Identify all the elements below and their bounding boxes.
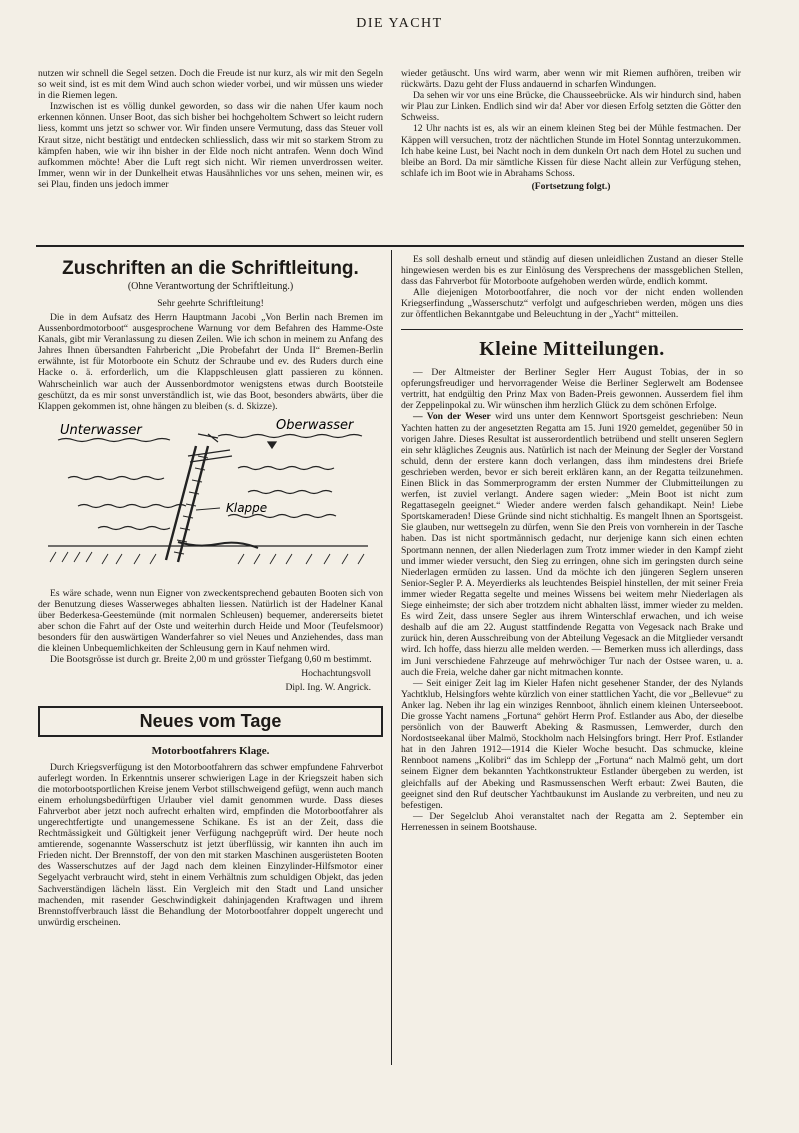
sketch-label-klappe: Klappe: [226, 500, 268, 515]
section-title-kleine: Kleine Mitteilungen.: [479, 338, 665, 361]
sketch-label-oberwasser: Oberwasser: [276, 417, 354, 433]
letter-closing: Hochachtungsvoll: [301, 667, 371, 679]
letter-paragraph: Es wäre schade, wenn nun Eigner von zweckentsprechend gebauten Booten sich von der Benutzung dieses Wasserweges abhalten liessen. Natürlich ist der Hadelner Kanal über Bederkesa-Geestemünde (mit normalen Schleusen) bequemer, andererseits bietet aber schon die Fahrt auf der Oste und weiterhin durch Heide und Moor (Teufelsmoor) besonders für den auswärtigen Wanderfahrer so viel Neues und Anziehendes, dass man die kleinen Unbequemlichkeiten der Schleusung gern in Kauf nehmen wird.: [38, 587, 383, 655]
body-paragraph: wieder getäuscht. Uns wird warm, aber wenn wir mit Riemen aufhören, treiben wir rückwärts. Dazu geht der Fluss andauernd in scharfen Windungen.: [401, 68, 741, 91]
column-divider: [391, 250, 392, 1065]
section-divider: [36, 245, 744, 247]
top-left-column: [38, 68, 383, 240]
notice-lead: — Von der Weser: [413, 411, 491, 423]
running-title: DIE YACHT: [356, 16, 443, 31]
body-paragraph: Da sehen wir vor uns eine Brücke, die Chausseebrücke. Als wir hindurch sind, haben wir Plau zur Linken. Endlich sind wir da! Aber vor diesen Erfolg setzten die Götter den Schweiss.: [401, 90, 741, 124]
section-title-zuschriften: Zuschriften an die Schriftleitung.: [62, 258, 359, 279]
body-paragraph: 12 Uhr nachts ist es, als wir an einem kleinen Steg bei der Mühle festmachen. Der Käppen will versuchen, trotz der nächtlichen Stunde im Hotel Sonntag unterzukommen. Ich habe keine Lust, bei Nacht noch in dem dunkeln Ort nach dem Hotel zu suchen und bleibe an Bord. Da mir sämtliche Kissen für diese Nacht allein zur Verfügung stehen, schlafe ich im Boot wie in Abrahams Schoss.: [401, 123, 741, 179]
letter-signature: Dipl. Ing. W. Angrick.: [285, 681, 371, 693]
continued-paragraph: Es soll deshalb erneut und ständig auf diesen unleidlichen Zustand an dieser Stelle hingewiesen werden bis es zur Einlösung des Versprechens der massgeblichen Stellen, dass das Fahrverbot für Motorboote aufgehoben werden würde, endlich kommt.: [401, 254, 743, 288]
letter-paragraph: Die Bootsgrösse ist durch gr. Breite 2,00 m und grösster Tiefgang 0,60 m bestimmt.: [50, 654, 372, 666]
notice-paragraph: [401, 411, 743, 677]
top-right-column: [401, 68, 741, 240]
notice-text: wird uns unter dem Kennwort Sportsgeist geschrieben: Neun Yachten hatten zu der angesetzten Regatta am 15. Juni 1920 gemeldet, gegenüber 50 in vorigen Jahre. Dieses Resultat ist ausserordentlich betrübend und stellt unseren Seglern ein sehr klägliches Zeugnis aus. Natürlich ist nach der Meinung der Segler der Vorstand schuld, denn der erstere kann doch verlangen, dass ihm mindestens drei Briefe geschrieben werden, bevor er sich bereit erklären kann, an der Regatta teilzunehmen. Einen Blick in das Sommerprogramm der ersten Nummer der Clubmitteilungen zu werfen, ist zuviel verlangt. Andere sagen wieder: „Mein Boot ist nicht zum Regattasegeln geeignet.“ Wieder andere werden falsch gehandikapt. Nein! Liebe Sportskameraden! Diese Gründe sind nicht stichhaltig. Es mangelt Ihnen an Sportsgeist. Sie glauben, nur wettsegeln zu dürfen, wenn Sie den Preis von vornherein in der Tasche haben. Das ist nicht sportmännisch gedacht, nur derjenige kann sich einen echten Sportmann nennen, der allen Niederlagen zum Trotz immer wieder in den Kampf zieht und immer wieder versucht, den Sieg zu erringen, ohne sich im geringsten durch seine Niederlagen ermüden zu lassen. Und da möchte ich den jüngeren Seglern unseren Senior-Segler P. A. Meyerdierks als leuchtendes Beispiel hinstellen, der mit seiner Freia immer wieder Regatta segelte und meines Wissens bei weitem mehr Niederlagen als Siege einheimste; der sich aber trotzdem nicht abhalten lässt, immer wieder zu melden. Es wird Zeit, dass unsere Segler aus ihrem Winterschlaf erwachen, und ich weise deshalb auf die am 22. August stattfindende Regatta von Vegesack nach Brake und zurück hin, deren Ausschreibung von der Abteilung Vegesack an die Mitglieder versandt wird. Ich hoffe, dass hierzu alle melden werden. — Bemerken muss ich allerdings, dass im Juni verschiedene Fahrzeuge auf mehrwöchiger Tur nach der Ostsee waren, u. a. auch die Freia, welche daher gar nicht mitmachen konnte.: [401, 411, 743, 678]
section-divider-right: [401, 329, 743, 331]
lock-sketch: [38, 416, 383, 586]
letter-paragraph: Die in dem Aufsatz des Herrn Hauptmann Jacobi „Von Berlin nach Bremen im Aussenbordmotorboot“ ausgesprochene Warnung vor dem Befahren des Hamme-Oste Kanals, gibt mir Veranlassung zu diesen Zeilen. Wie ich schon in meinem zu Anfang des Jahres Ihnen übersandten Fahrbericht „Die Probefahrt der Unda II“ Bremen-Berlin erwähnte, ist für Motorboote ein Schutz der Schraube und ev. des Ruders durch eine Hacke o. ä. erforderlich, um die Klappschleusen glatt passieren zu können. Wahrscheinlich war auch der Aussenbordmotor wenigstens etwas durch Bootsteile geschützt, da es mir sonst unverständlich ist, wie das Boot, besonders abwärts, über die Klappen gekommen ist, ohne hängen zu bleiben (s. d. Skizze).: [38, 312, 383, 412]
continued-paragraph: Alle diejenigen Motorbootfahrer, die noch vor der nicht enden wollenden Kriegserfindung „Wasserschutz“ verfolgt und aufgeschrieben werden, mögen uns dies zur öffentlichen Bekanntgabe und Beleuchtung in der „Yacht“ mitteilen.: [401, 287, 743, 321]
body-paragraph: nutzen wir schnell die Segel setzen. Doch die Freude ist nur kurz, als wir mit den Segeln so weit sind, ist es mit dem Wind auch schon wieder vorbei, und wir müssen uns wieder in die Riemen legen.: [38, 68, 383, 102]
notice-paragraph: — Der Altmeister der Berliner Segler Herr August Tobias, der in so opferungsfreudiger und hervorragender Weise die Berliner Seglerwelt am Bodensee vertritt, hat endgültig den Prinz Max von Baden-Preis gewonnen. Ausserdem fiel ihm der Zeppelinpokal zu. Wir wünschen ihm herzlich Glück zu dem schönen Erfolge.: [401, 367, 743, 412]
notice-paragraph: — Seit einiger Zeit lag im Kieler Hafen nicht gesehener Stander, der des Nylands Yachtklub, Helsingfors wehte kürzlich von einer stattlichen Yacht, die vor „Bellevue“ zu Anker lag. Neben ihr lag ein winziges Rennboot, ähnlich einem kleinen Unterseeboot. Die grosse Yacht namens „Fortuna“ gehört Herrn Prof. Estlander aus Abo, der dieselbe persönlich von der Bauwerft Abeking & Rasmussen, Lemwerder, durch den Nordostseekanal über Malmö, Stockholm nach Helsingfors bringt. Herr Prof. Estlander hat in den Jahren 1912—1914 die Kieler Woche besucht. Das schmucke, kleine Rennboot namens „Kolibri“ das im Schlepp der „Fortuna“ nach Malmö geht, um dort seinem Eigner dem bekannten Yachtkonstrukteur Estlander übergeben zu werden, ist gleichfalls auf der Abeking und Rasmussenschen Werft erbaut: Zwei Bauten, die geeignet sind den Ruf deutscher Yachtbaukunst im Auslande zu verbreiten, und neu zu befestigen.: [401, 677, 743, 811]
left-section-column: [38, 254, 383, 1064]
salutation: Sehr geehrte Schriftleitung!: [157, 298, 264, 309]
article-title: Motorbootfahrers Klage.: [151, 744, 270, 757]
section-title-neues: Neues vom Tage: [38, 706, 383, 737]
section-subtitle: (Ohne Verantwortung der Schriftleitung.): [127, 281, 294, 292]
body-paragraph: Inzwischen ist es völlig dunkel geworden, so dass wir die nahen Ufer kaum noch erkennen können. Unser Boot, das sich bisher bei hochgeholtem Schwert so leicht rudern liess, kommt uns jetzt so schwer vor. Wir finden unsere Vermutung, dass das Steuer voll Kraut sitze, nicht bestätigt und entdecken schliesslich, dass wir mit so starkem Strom zu kämpfen haben, wie wir ihn bisher in der Elde noch nicht antrafen. Wenn doch Wind aufkommen möchte! Aber die Luft regt sich nicht. Wir riemen unverdrossen weiter. Immer, wenn wir in der Dunkelheit etwas Hausähnliches vor uns sehen, meinen wir, es sei Plau, finden uns jedoch immer: [38, 101, 383, 190]
continued-note: (Fortsetzung folgt.): [531, 180, 611, 192]
sketch-label-unterwasser: Unterwasser: [60, 422, 142, 438]
notice-paragraph: — Der Segelclub Ahoi veranstaltet nach der Regatta am 2. September ein Herrenessen in seinem Bootshause.: [401, 810, 743, 833]
right-section-column: [401, 254, 743, 1064]
article-paragraph: Durch Kriegsverfügung ist den Motorbootfahrern das schwer empfundene Fahrverbot auferlegt worden. In Erkenntnis unserer schwierigen Lage in der Kriegszeit haben sich die motorbootsportlichen Kreise jenem Verbot stillschweigend gefügt, wenn auch manch einem erholungsbedürftigen Urlauber viel damit genommen wurde. Dass dieses Fahrverbot aber jetzt noch aufrecht erhalten wird, empfinden die Motorbootfahrer als ungerechtfertigte und unangemessene Schikane. Es ist an der Zeit, dass die Rechtmässigkeit und Gültigkeit jener Verfügung nachgeprüft wird. Der heute noch amtierende, sogenannte Wasserschutz ist jetzt überflüssig, wir kannten ihn auch im Frieden nicht. Der Brennstoff, der von den mit starken Maschinen ausgerüsteten Booten des Wasserschutzes auf der Jagd nach dem kleinen Einzylinder-Hilfsmotor einer Segelyacht verbraucht wird, steht in einem Verhältnis zum schuldigen Objekt, das jeden Sachverständigen lächeln lässt. Ein Vergleich mit den Stadt und Land unsicher machenden, mit rasender Geschwindigkeit dahinjagenden Kraftwagen und ihrem Brennstoffverbrauch lässt die Behandlung der Motorbootfahrer doppelt ungerecht und unwürdig erscheinen.: [38, 761, 383, 928]
